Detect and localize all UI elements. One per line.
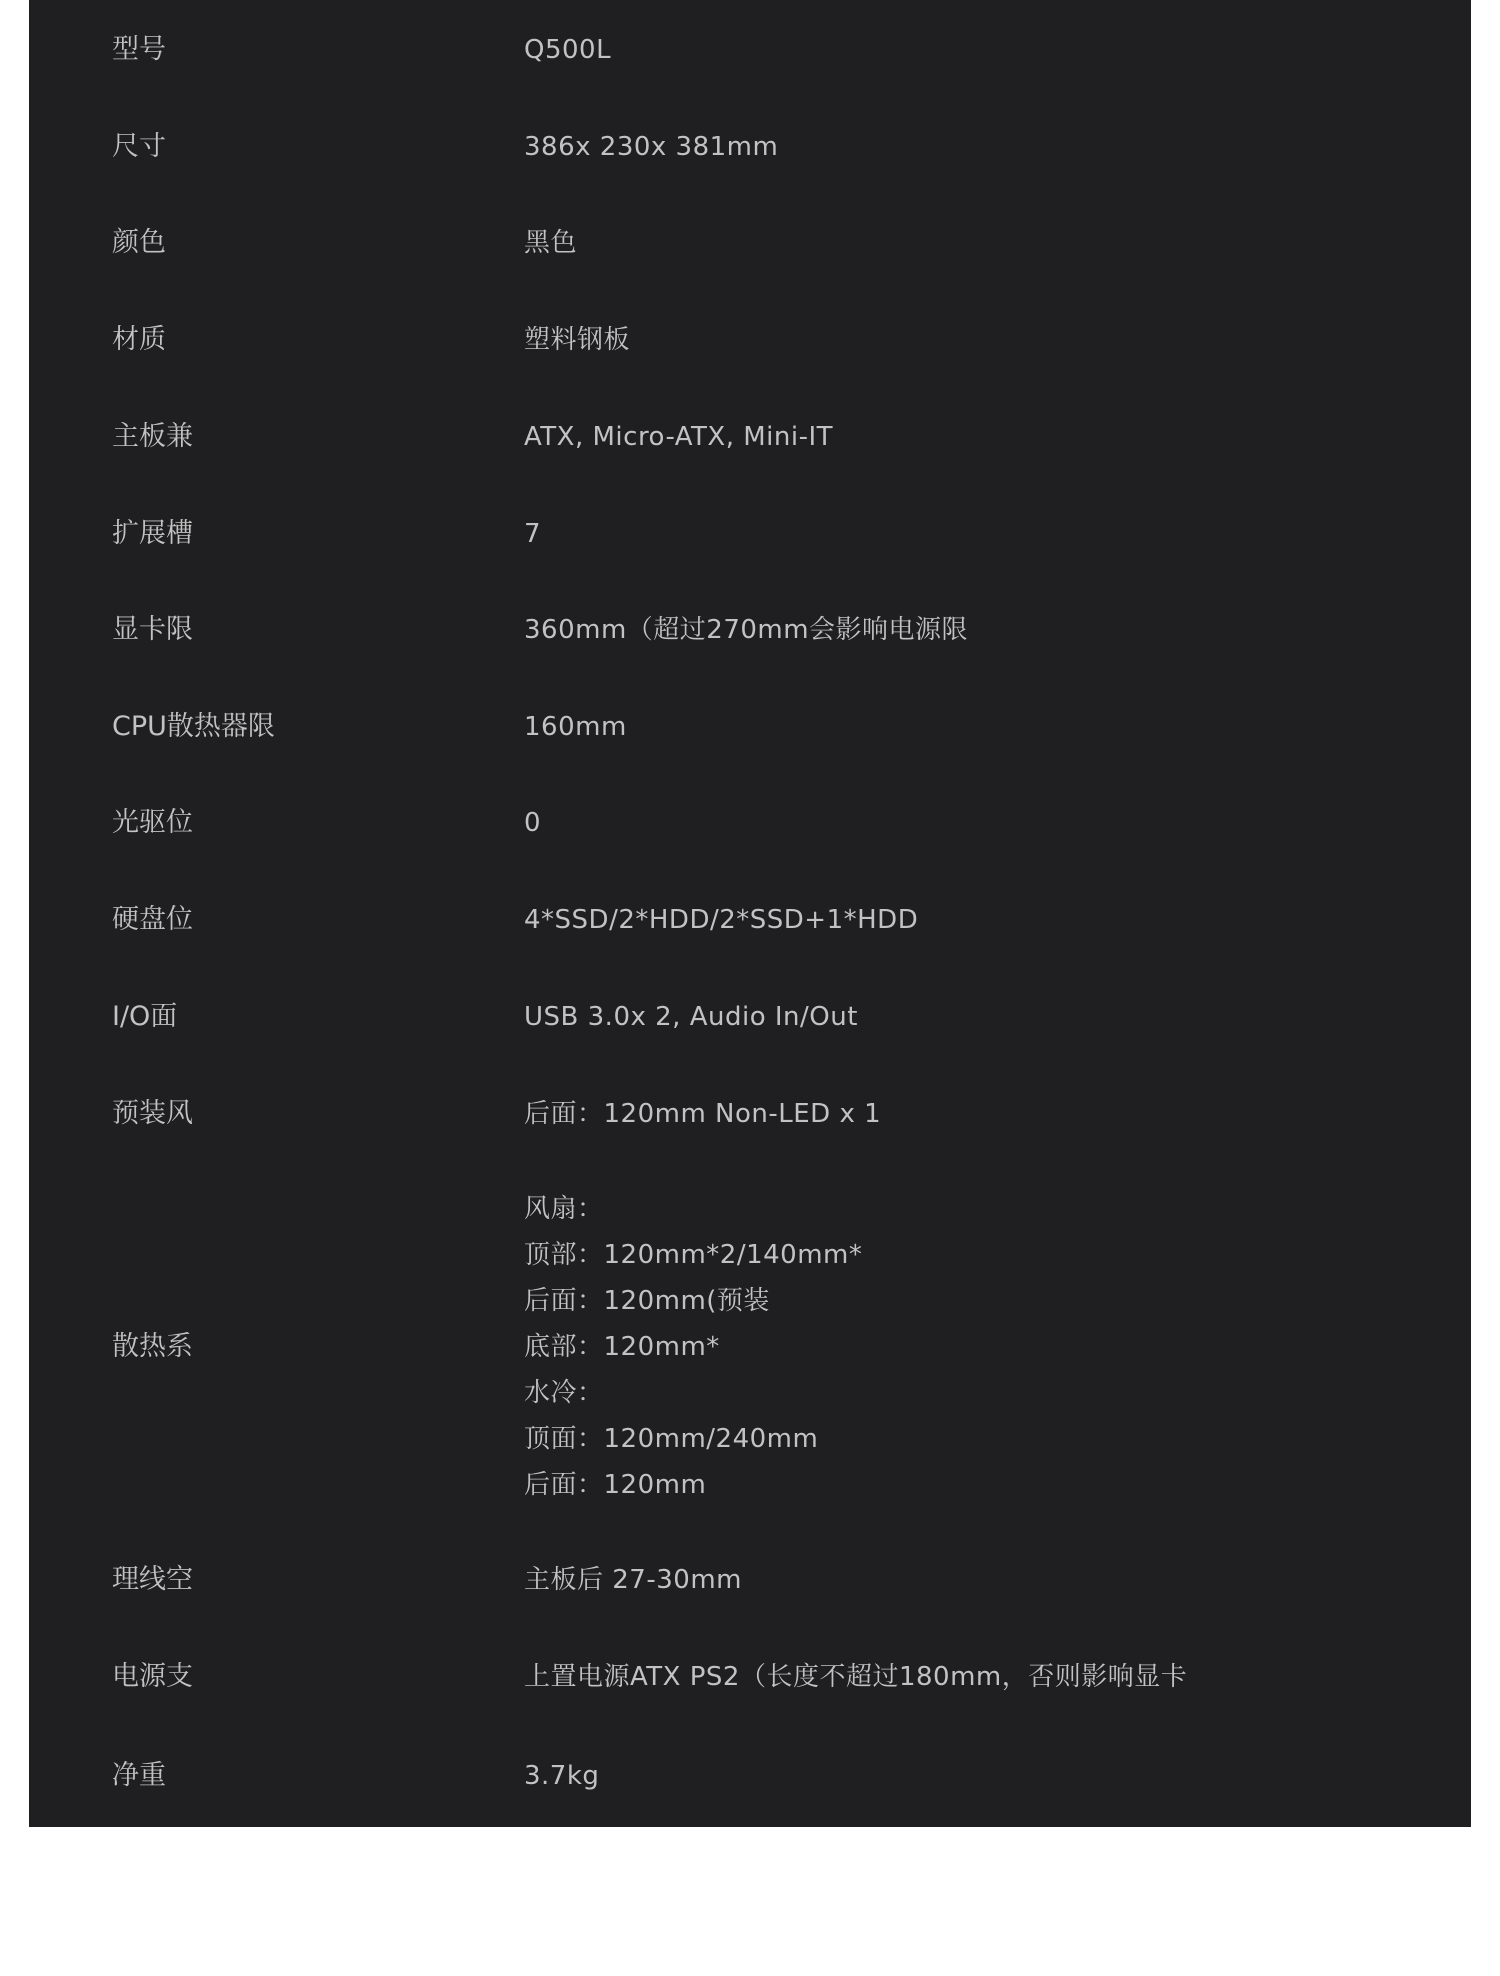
spec-value: 4*SSD/2*HDD/2*SSD+1*HDD	[524, 905, 919, 935]
spec-row-expansion-slots	[29, 483, 1471, 580]
spec-row-psu-support	[29, 1627, 1471, 1724]
spec-label: 主板兼	[112, 421, 193, 452]
cooling-line: 后面：120mm(预装	[524, 1286, 770, 1316]
spec-label: 颜色	[112, 227, 166, 258]
spec-row-model	[29, 0, 1471, 97]
cooling-line: 顶部：120mm*2/140mm*	[524, 1240, 863, 1270]
spec-value: 360mm（超过270mm会影响电源限	[524, 615, 969, 645]
spec-value-cooling	[524, 1191, 1324, 1513]
cooling-line: 水冷：	[524, 1378, 604, 1408]
spec-table	[29, 0, 1471, 1827]
spec-label: 材质	[112, 324, 166, 355]
spec-label: 型号	[112, 34, 166, 65]
spec-row-optical-bay	[29, 773, 1471, 870]
spec-value: USB 3.0x 2, Audio In/Out	[524, 1002, 858, 1032]
spec-label: 净重	[112, 1760, 166, 1791]
spec-value: 0	[524, 808, 542, 838]
spec-value: 主板后 27-30mm	[524, 1565, 742, 1595]
spec-value: 塑料钢板	[524, 325, 631, 355]
spec-label: 预装风	[112, 1098, 193, 1129]
spec-row-net-weight	[29, 1724, 1471, 1821]
spec-row-material	[29, 290, 1471, 387]
spec-label: 尺寸	[112, 131, 166, 162]
cooling-line: 风扇：	[524, 1194, 604, 1224]
spec-row-drive-bays	[29, 870, 1471, 967]
spec-label: 理线空	[112, 1564, 193, 1595]
spec-row-cable-space	[29, 1530, 1471, 1627]
spec-row-motherboard	[29, 386, 1471, 483]
spec-row-gpu-limit	[29, 580, 1471, 677]
spec-row-preinstalled-fans	[29, 1063, 1471, 1160]
spec-label: 光驱位	[112, 807, 193, 838]
spec-label: 电源支	[112, 1661, 193, 1692]
cooling-line: 顶面：120mm/240mm	[524, 1424, 819, 1454]
spec-label-cooling: 散热系	[112, 1331, 193, 1362]
spec-label: CPU散热器限	[112, 711, 275, 742]
spec-value: 后面：120mm Non-LED x 1	[524, 1099, 882, 1129]
spec-label: 硬盘位	[112, 904, 193, 935]
spec-value: 7	[524, 519, 542, 549]
spec-row-io-panel	[29, 966, 1471, 1063]
spec-value: Q500L	[524, 35, 612, 65]
spec-label: 扩展槽	[112, 518, 193, 549]
spec-row-cpu-cooler-limit	[29, 676, 1471, 773]
spec-value: 386x 230x 381mm	[524, 132, 779, 162]
spec-row-size	[29, 96, 1471, 193]
spec-label: 显卡限	[112, 614, 193, 645]
spec-value: 160mm	[524, 712, 627, 742]
spec-value: 3.7kg	[524, 1761, 600, 1791]
spec-value: 黑色	[524, 228, 578, 258]
cooling-line: 底部：120mm*	[524, 1332, 720, 1362]
cooling-line: 后面：120mm	[524, 1470, 707, 1500]
spec-value: ATX, Micro-ATX, Mini-IT	[524, 422, 834, 452]
spec-label: I/O面	[112, 1001, 178, 1032]
spec-row-color	[29, 193, 1471, 290]
spec-value: 上置电源ATX PS2（长度不超过180mm，否则影响显卡	[524, 1662, 1188, 1692]
